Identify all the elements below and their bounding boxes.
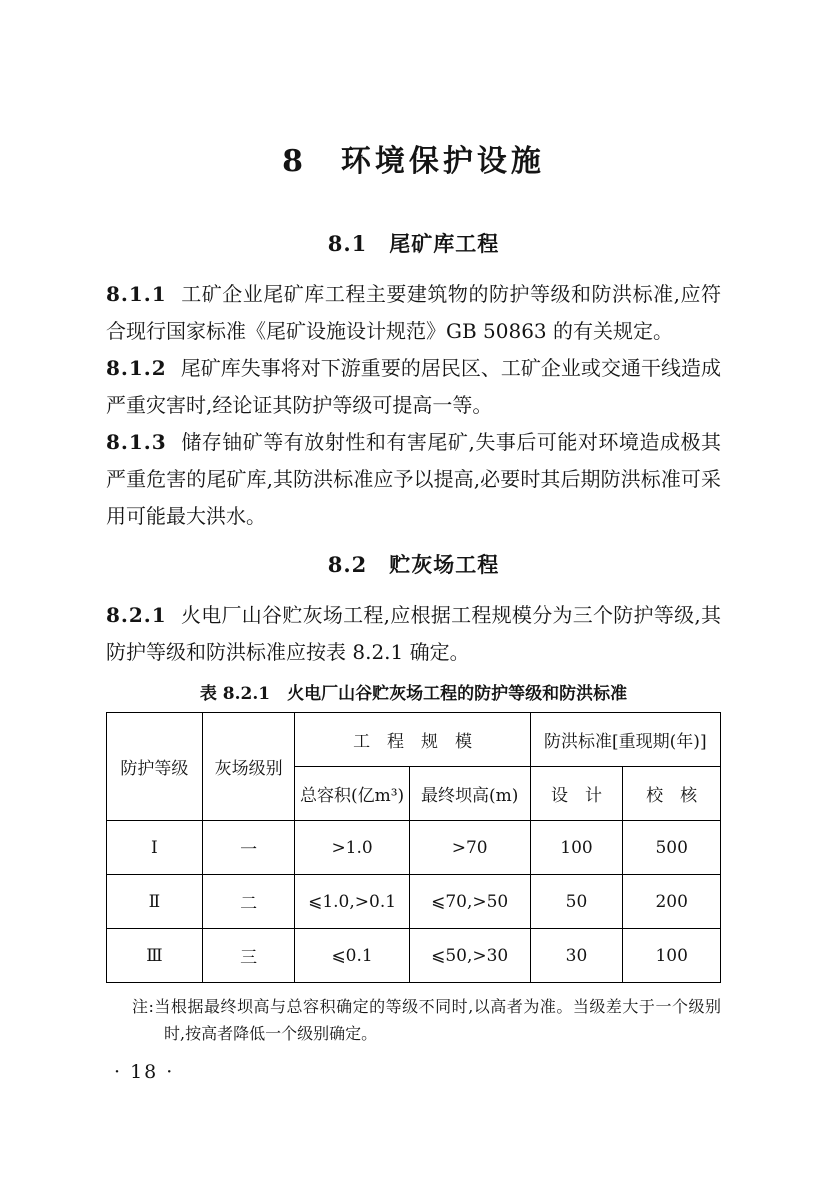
clause-number: 8.1.3 — [106, 430, 167, 454]
table-cell: ⩽50,>30 — [409, 929, 530, 983]
table-row — [107, 875, 721, 929]
clause-8-1-1 — [106, 276, 721, 350]
table-cell: 200 — [623, 875, 721, 929]
clause-number: 8.1.1 — [106, 282, 167, 306]
header-flood-standard: 防洪标准[重现期(年)] — [530, 713, 720, 767]
table-cell: 500 — [623, 821, 721, 875]
page-number: · 18 · — [114, 1061, 175, 1083]
table-cell: >70 — [409, 821, 530, 875]
header-final-dam-height: 最终坝高(m) — [409, 767, 530, 821]
table-cell: 50 — [530, 875, 623, 929]
clause-8-2-1 — [106, 597, 721, 671]
table-header-row-1 — [107, 713, 721, 767]
table-cell: ⩽70,>50 — [409, 875, 530, 929]
clause-text: 工矿企业尾矿库工程主要建筑物的防护等级和防洪标准,应符合现行国家标准《尾矿设施设计规范》GB 50863 的有关规定。 — [106, 282, 721, 343]
table-row — [107, 929, 721, 983]
header-protection-grade: 防护等级 — [107, 713, 203, 821]
header-design: 设 计 — [530, 767, 623, 821]
table-cell: 一 — [202, 821, 295, 875]
header-check: 校 核 — [623, 767, 721, 821]
table-cell: Ⅱ — [107, 875, 203, 929]
table-cell: ⩽0.1 — [295, 929, 409, 983]
clause-text: 尾矿库失事将对下游重要的居民区、工矿企业或交通干线造成严重灾害时,经论证其防护等级可提高一等。 — [106, 356, 721, 417]
header-project-scale: 工 程 规 模 — [295, 713, 530, 767]
table-cell: 30 — [530, 929, 623, 983]
table-row — [107, 821, 721, 875]
table-cell: Ⅲ — [107, 929, 203, 983]
clause-8-1-2 — [106, 350, 721, 424]
clause-text: 火电厂山谷贮灰场工程,应根据工程规模分为三个防护等级,其防护等级和防洪标准应按表 8.2.1 确定。 — [106, 603, 721, 664]
section-heading-8-1: 8.1 尾矿库工程 — [327, 231, 500, 256]
table-cell: Ⅰ — [107, 821, 203, 875]
clause-number: 8.1.2 — [106, 356, 167, 380]
section-heading-8-2: 8.2 贮灰场工程 — [327, 552, 500, 577]
table-cell: >1.0 — [295, 821, 409, 875]
clause-8-1-3 — [106, 424, 721, 535]
table-cell: 三 — [202, 929, 295, 983]
flood-standard-table — [106, 712, 721, 983]
clause-text: 储存铀矿等有放射性和有害尾矿,失事后可能对环境造成极其严重危害的尾矿库,其防洪标准应予以提高,必要时其后期防洪标准可采用可能最大洪水。 — [106, 430, 721, 528]
header-total-capacity: 总容积(亿m³) — [295, 767, 409, 821]
chapter-title: 8 环境保护设施 — [282, 144, 545, 179]
clause-number: 8.2.1 — [106, 603, 167, 627]
table-cell: 100 — [530, 821, 623, 875]
header-ash-yard-class: 灰场级别 — [202, 713, 295, 821]
table-note: 注:当根据最终坝高与总容积确定的等级不同时,以高者为准。当级差大于一个级别时,按高者降低一个级别确定。 — [132, 997, 721, 1043]
table-cell: 100 — [623, 929, 721, 983]
table-cell: 二 — [202, 875, 295, 929]
table-cell: ⩽1.0,>0.1 — [295, 875, 409, 929]
table-caption: 表 8.2.1 火电厂山谷贮灰场工程的防护等级和防洪标准 — [199, 684, 628, 704]
